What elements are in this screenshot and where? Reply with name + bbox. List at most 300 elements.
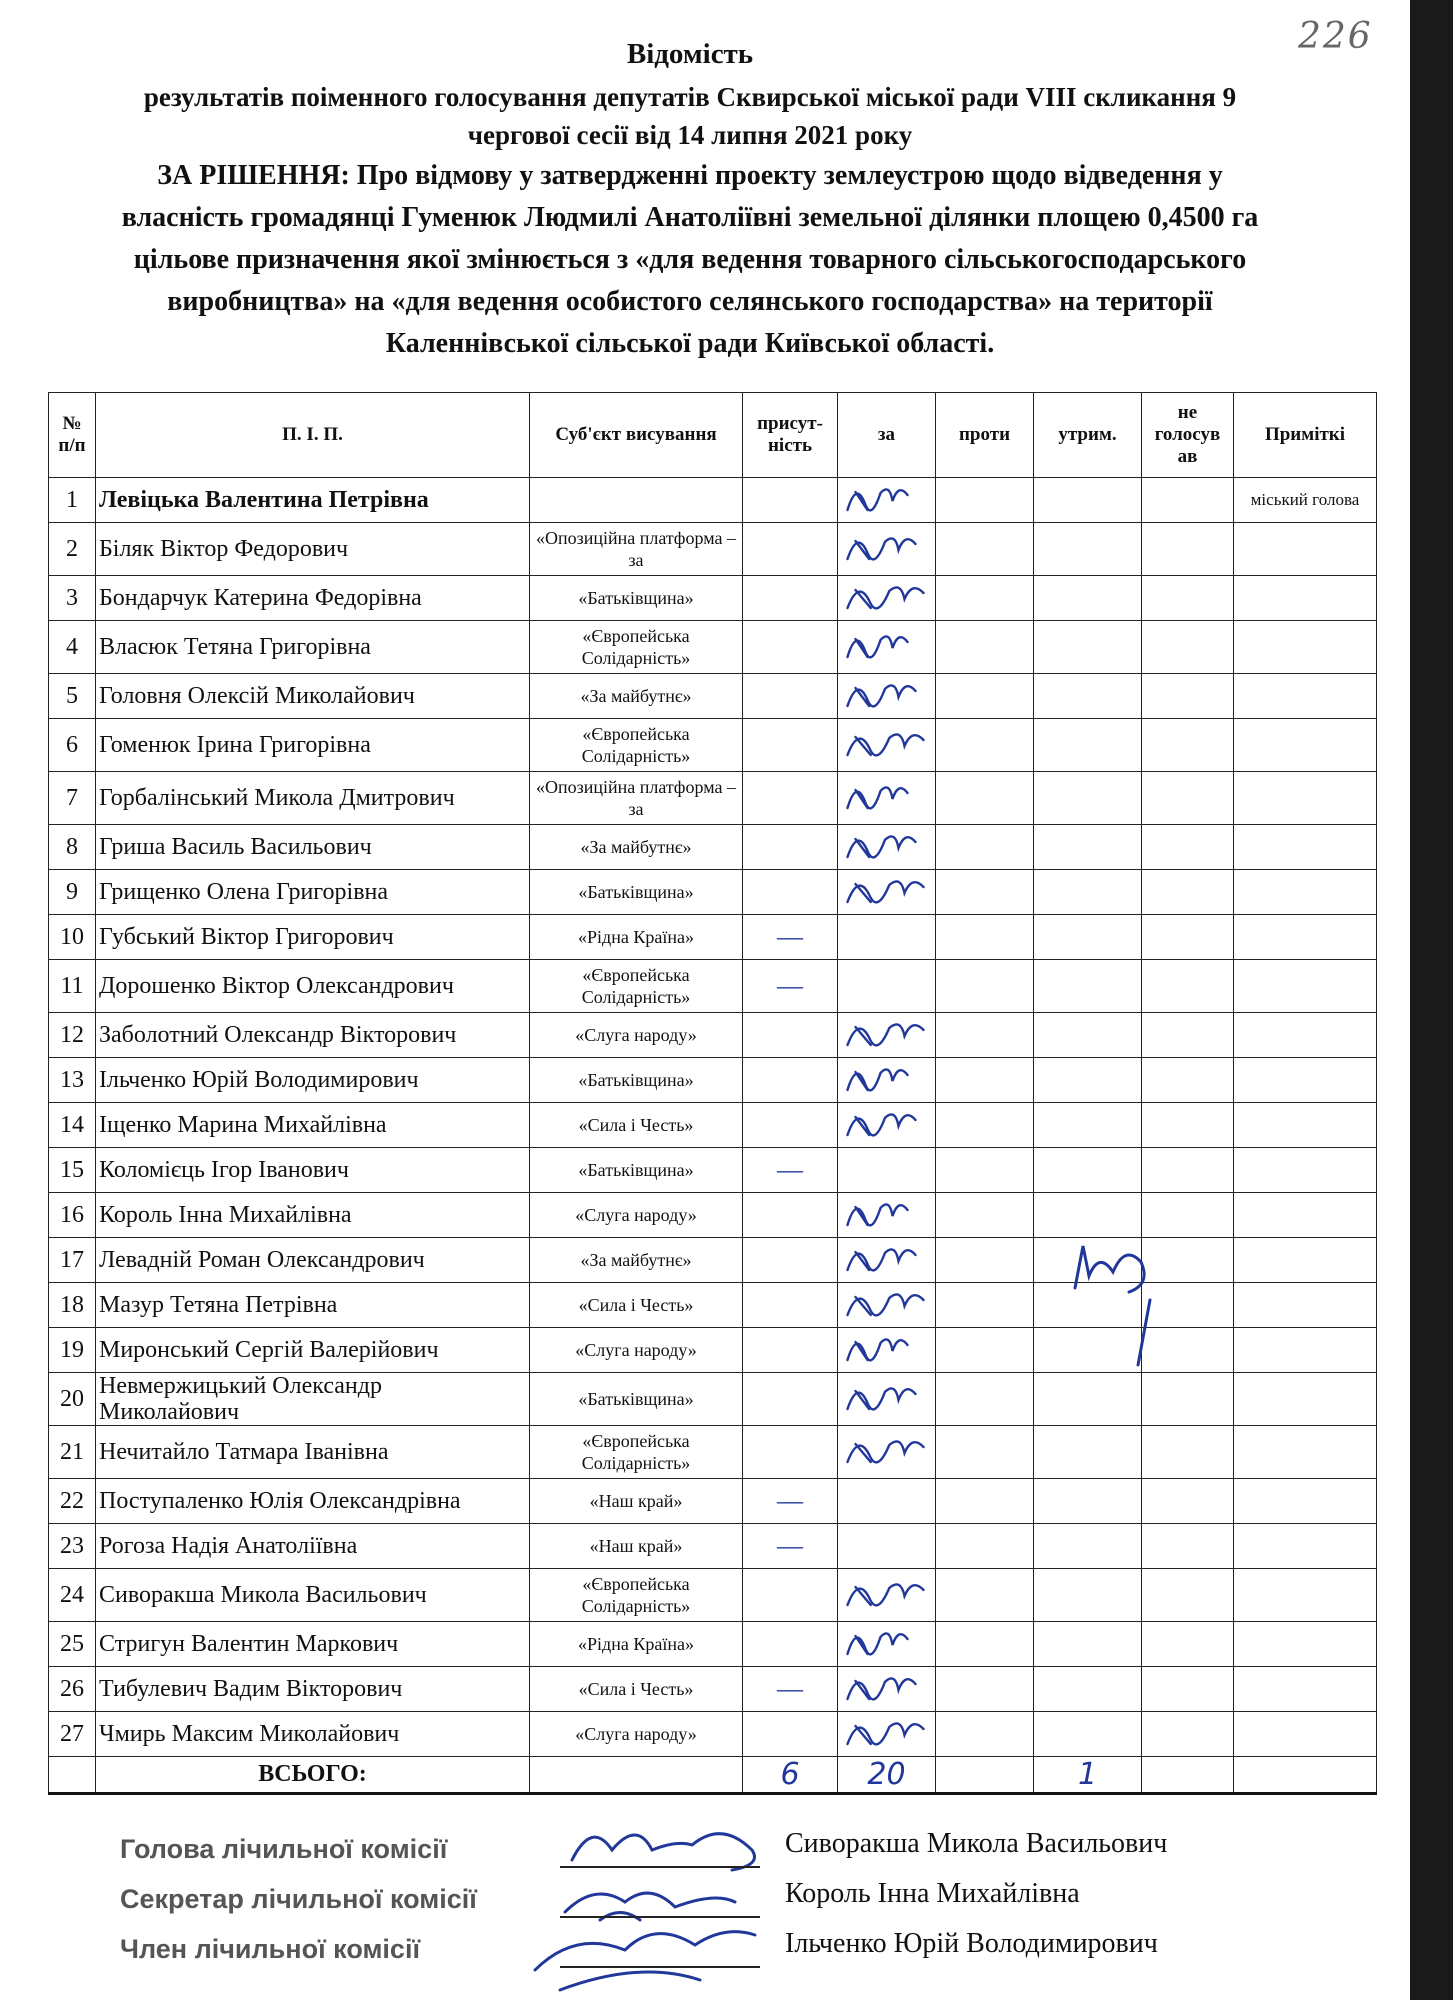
header-against: проти (936, 393, 1034, 478)
row-number: 24 (49, 1569, 96, 1622)
nominating-party: «Опозиційна платформа – за (530, 523, 743, 576)
deputy-name: Горбалінський Микола Дмитрович (96, 772, 530, 825)
not-voted-cell (1142, 1148, 1234, 1193)
not-voted-cell (1142, 1013, 1234, 1058)
nominating-party: «Рідна Країна» (530, 1622, 743, 1667)
vote-for-cell (838, 621, 936, 674)
note-cell (1234, 1328, 1377, 1373)
nominating-party: «Сила і Честь» (530, 1283, 743, 1328)
counting-commission (120, 1828, 1380, 1978)
not-voted-cell (1142, 915, 1234, 960)
vote-abstain-cell (1034, 1373, 1142, 1426)
vote-abstain-cell (1034, 1569, 1142, 1622)
vote-for-cell (838, 1622, 936, 1667)
row-number: 27 (49, 1712, 96, 1757)
header-fio: П. І. П. (96, 393, 530, 478)
not-voted-cell (1142, 1238, 1234, 1283)
nominating-party: «Європейська Солідарність» (530, 960, 743, 1013)
vote-against-cell (936, 674, 1034, 719)
nominating-party (530, 478, 743, 523)
vote-against-cell (936, 1013, 1034, 1058)
vote-for-cell (838, 523, 936, 576)
presence-cell (743, 1013, 838, 1058)
vote-for-cell (838, 674, 936, 719)
vote-abstain-cell (1034, 1193, 1142, 1238)
note-cell (1234, 772, 1377, 825)
nominating-party: «Батьківщина» (530, 1148, 743, 1193)
table-row (49, 478, 1377, 523)
deputy-name: Стригун Валентин Маркович (96, 1622, 530, 1667)
row-number: 17 (49, 1238, 96, 1283)
deputy-name: Губський Віктор Григорович (96, 915, 530, 960)
table-row (49, 1569, 1377, 1622)
not-voted-cell (1142, 1426, 1234, 1479)
presence-cell (743, 1373, 838, 1426)
vote-abstain-cell (1034, 1426, 1142, 1479)
not-voted-cell (1142, 621, 1234, 674)
row-number: 15 (49, 1148, 96, 1193)
note-cell (1234, 870, 1377, 915)
deputy-name: Чмирь Максим Миколайович (96, 1712, 530, 1757)
note-cell (1234, 1622, 1377, 1667)
not-voted-cell (1142, 719, 1234, 772)
note-cell (1234, 1103, 1377, 1148)
table-header-row (49, 393, 1377, 478)
table-row (49, 1426, 1377, 1479)
vote-for-cell (838, 1569, 936, 1622)
vote-abstain-cell (1034, 1058, 1142, 1103)
nominating-party: «Європейська Солідарність» (530, 621, 743, 674)
table-row (49, 576, 1377, 621)
vote-against-cell (936, 1328, 1034, 1373)
table-row (49, 1328, 1377, 1373)
table-row (49, 1238, 1377, 1283)
note-cell (1234, 1426, 1377, 1479)
not-voted-cell (1142, 1328, 1234, 1373)
table-row (49, 674, 1377, 719)
nominating-party: «Сила і Честь» (530, 1667, 743, 1712)
presence-cell (743, 1622, 838, 1667)
nominating-party: «Батьківщина» (530, 1058, 743, 1103)
row-number: 19 (49, 1328, 96, 1373)
table-row (49, 621, 1377, 674)
nominating-party: «За майбутнє» (530, 1238, 743, 1283)
decision-line: виробництва» на «для ведення особистого селянського господарства» на території (167, 286, 1213, 317)
table-row (49, 772, 1377, 825)
vote-abstain-cell (1034, 825, 1142, 870)
presence-cell (743, 1103, 838, 1148)
vote-abstain-cell (1034, 719, 1142, 772)
vote-abstain-cell (1034, 915, 1142, 960)
table-row (49, 1373, 1377, 1426)
deputy-name: Гоменюк Ірина Григорівна (96, 719, 530, 772)
not-voted-cell (1142, 1193, 1234, 1238)
deputy-name: Тибулевич Вадим Вікторович (96, 1667, 530, 1712)
subtitle-line: чергової сесії від 14 липня 2021 року (467, 120, 913, 150)
vote-against-cell (936, 523, 1034, 576)
vote-for-cell (838, 960, 936, 1013)
vote-for-cell (838, 1148, 936, 1193)
presence-cell (743, 1238, 838, 1283)
vote-against-cell (936, 915, 1034, 960)
table-row (49, 915, 1377, 960)
vote-abstain-cell (1034, 478, 1142, 523)
presence-cell (743, 825, 838, 870)
vote-for-cell (838, 1667, 936, 1712)
vote-abstain-cell (1034, 1328, 1142, 1373)
row-number: 26 (49, 1667, 96, 1712)
row-number: 22 (49, 1479, 96, 1524)
not-voted-cell (1142, 1667, 1234, 1712)
vote-abstain-cell (1034, 1622, 1142, 1667)
vote-against-cell (936, 1712, 1034, 1757)
deputy-name: Сиворакша Микола Васильович (96, 1569, 530, 1622)
deputy-name: Левадній Роман Олександрович (96, 1238, 530, 1283)
vote-abstain-cell (1034, 621, 1142, 674)
vote-against-cell (936, 1373, 1034, 1426)
vote-against-cell (936, 1058, 1034, 1103)
deputy-name: Ільченко Юрій Володимирович (96, 1058, 530, 1103)
total-abstain: 1 (1034, 1757, 1142, 1794)
header-not-voted: не голосув ав (1142, 393, 1234, 478)
table-row (49, 523, 1377, 576)
deputy-name: Левіцька Валентина Петрівна (96, 478, 530, 523)
note-cell (1234, 576, 1377, 621)
header-for: за (838, 393, 936, 478)
presence-cell (743, 1569, 838, 1622)
vote-for-cell (838, 1058, 936, 1103)
note-cell (1234, 621, 1377, 674)
presence-cell (743, 1328, 838, 1373)
commission-name: Ільченко Юрій Володимирович (785, 1928, 1158, 1959)
deputy-name: Власюк Тетяна Григорівна (96, 621, 530, 674)
note-cell (1234, 1712, 1377, 1757)
commission-name: Король Інна Михайлівна (785, 1878, 1080, 1909)
note-cell: міський голова (1234, 478, 1377, 523)
deputy-name: Дорошенко Віктор Олександрович (96, 960, 530, 1013)
nominating-party: «Слуга народу» (530, 1013, 743, 1058)
presence-cell (743, 1283, 838, 1328)
row-number: 23 (49, 1524, 96, 1569)
vote-against-cell (936, 772, 1034, 825)
commission-role: Секретар лічильної комісії (120, 1884, 477, 1914)
not-voted-cell (1142, 772, 1234, 825)
vote-against-cell (936, 576, 1034, 621)
vote-for-cell (838, 576, 936, 621)
note-cell (1234, 915, 1377, 960)
presence-cell: — (743, 960, 838, 1013)
vote-abstain-cell (1034, 960, 1142, 1013)
row-number: 5 (49, 674, 96, 719)
not-voted-cell (1142, 1058, 1234, 1103)
row-number: 14 (49, 1103, 96, 1148)
not-voted-cell (1142, 1712, 1234, 1757)
note-cell (1234, 1283, 1377, 1328)
document-subtitle (40, 78, 1340, 154)
table-row (49, 870, 1377, 915)
table-row (49, 719, 1377, 772)
nominating-party: «За майбутнє» (530, 674, 743, 719)
row-number: 6 (49, 719, 96, 772)
vote-for-cell (838, 1373, 936, 1426)
note-cell (1234, 1479, 1377, 1524)
total-for: 20 (838, 1757, 936, 1794)
vote-abstain-cell (1034, 523, 1142, 576)
commission-role: Голова лічильної комісії (120, 1834, 448, 1864)
nominating-party: «Наш край» (530, 1479, 743, 1524)
voting-table (48, 392, 1377, 1795)
vote-for-cell (838, 870, 936, 915)
table-row (49, 1283, 1377, 1328)
presence-cell (743, 1426, 838, 1479)
nominating-party: «Слуга народу» (530, 1712, 743, 1757)
vote-for-cell (838, 478, 936, 523)
presence-cell (743, 1193, 838, 1238)
note-cell (1234, 1148, 1377, 1193)
deputy-name: Біляк Віктор Федорович (96, 523, 530, 576)
scan-edge (1410, 0, 1453, 2000)
presence-cell (743, 1712, 838, 1757)
vote-for-cell (838, 772, 936, 825)
vote-for-cell (838, 1103, 936, 1148)
vote-for-cell (838, 1524, 936, 1569)
note-cell (1234, 825, 1377, 870)
vote-against-cell (936, 1103, 1034, 1148)
note-cell (1234, 1238, 1377, 1283)
row-number: 20 (49, 1373, 96, 1426)
not-voted-cell (1142, 1373, 1234, 1426)
not-voted-cell (1142, 1524, 1234, 1569)
table-row (49, 1193, 1377, 1238)
nominating-party: «Опозиційна платформа – за (530, 772, 743, 825)
not-voted-cell (1142, 523, 1234, 576)
document-title: Відомість (626, 38, 754, 70)
vote-abstain-cell (1034, 1103, 1142, 1148)
decision-line: цільове призначення якої змінюється з «для ведення товарного сільськогосподарського (133, 244, 1247, 275)
nominating-party: «Слуга народу» (530, 1193, 743, 1238)
nominating-party: «Батьківщина» (530, 576, 743, 621)
vote-abstain-cell (1034, 1712, 1142, 1757)
not-voted-cell (1142, 825, 1234, 870)
vote-abstain-cell (1034, 1148, 1142, 1193)
row-number: 18 (49, 1283, 96, 1328)
table-row (49, 1013, 1377, 1058)
deputy-name: Грищенко Олена Григорівна (96, 870, 530, 915)
header-num: № п/п (49, 393, 96, 478)
deputy-name: Заболотний Олександр Вікторович (96, 1013, 530, 1058)
commission-role: Член лічильної комісії (120, 1934, 421, 1964)
vote-abstain-cell (1034, 576, 1142, 621)
row-number: 7 (49, 772, 96, 825)
note-cell (1234, 960, 1377, 1013)
vote-for-cell (838, 1013, 936, 1058)
total-presence: 6 (743, 1757, 838, 1794)
note-cell (1234, 719, 1377, 772)
table-row (49, 825, 1377, 870)
row-number: 9 (49, 870, 96, 915)
presence-cell (743, 870, 838, 915)
table-row (49, 1148, 1377, 1193)
vote-abstain-cell (1034, 1524, 1142, 1569)
decision-line: ЗА РІШЕННЯ: Про відмову у затвердженні проекту землеустрою щодо відведення у (157, 160, 1223, 191)
header-abstain: утрим. (1034, 393, 1142, 478)
note-cell (1234, 1013, 1377, 1058)
nominating-party: «За майбутнє» (530, 825, 743, 870)
deputy-name: Нечитайло Татмара Іванівна (96, 1426, 530, 1479)
row-number: 13 (49, 1058, 96, 1103)
vote-abstain-cell (1034, 1013, 1142, 1058)
commission-member (120, 1878, 1380, 1928)
signature-line (560, 1966, 760, 1968)
vote-abstain-cell (1034, 1479, 1142, 1524)
header-presence: присут-ність (743, 393, 838, 478)
deputy-name: Гриша Василь Васильович (96, 825, 530, 870)
presence-cell (743, 523, 838, 576)
table-row (49, 1524, 1377, 1569)
subtitle-line: результатів поіменного голосування депутатів Сквирської міської ради VIII скликання 9 (143, 82, 1237, 112)
deputy-name: Головня Олексій Миколайович (96, 674, 530, 719)
vote-against-cell (936, 1524, 1034, 1569)
row-number: 25 (49, 1622, 96, 1667)
vote-abstain-cell (1034, 1238, 1142, 1283)
deputy-name: Бондарчук Катерина Федорівна (96, 576, 530, 621)
deputy-name: Невмержицький Олександр Миколайович (96, 1373, 530, 1426)
nominating-party: «Батьківщина» (530, 870, 743, 915)
decision-line: власність громадянці Гуменюк Людмилі Анатоліївні земельної ділянки площею 0,4500 га (121, 202, 1259, 233)
vote-abstain-cell (1034, 772, 1142, 825)
table-row (49, 1622, 1377, 1667)
presence-cell: — (743, 1479, 838, 1524)
signature-line (560, 1866, 760, 1868)
nominating-party: «Батьківщина» (530, 1373, 743, 1426)
vote-for-cell (838, 1712, 936, 1757)
deputy-name: Миронський Сергій Валерійович (96, 1328, 530, 1373)
note-cell (1234, 1373, 1377, 1426)
nominating-party: «Сила і Честь» (530, 1103, 743, 1148)
deputy-name: Король Інна Михайлівна (96, 1193, 530, 1238)
row-number: 21 (49, 1426, 96, 1479)
header-note: Приміткі (1234, 393, 1377, 478)
presence-cell: — (743, 1667, 838, 1712)
vote-against-cell (936, 1426, 1034, 1479)
vote-against-cell (936, 1622, 1034, 1667)
decision-line: Каленнівської сільської ради Київської області. (385, 328, 995, 359)
vote-for-cell (838, 1328, 936, 1373)
vote-against-cell (936, 1667, 1034, 1712)
table-row (49, 1058, 1377, 1103)
nominating-party: «Європейська Солідарність» (530, 1426, 743, 1479)
not-voted-cell (1142, 576, 1234, 621)
not-voted-cell (1142, 870, 1234, 915)
presence-cell (743, 576, 838, 621)
vote-against-cell (936, 1148, 1034, 1193)
deputy-name: Іщенко Марина Михайлівна (96, 1103, 530, 1148)
note-cell (1234, 523, 1377, 576)
not-voted-cell (1142, 674, 1234, 719)
table-row (49, 1103, 1377, 1148)
row-number: 11 (49, 960, 96, 1013)
presence-cell (743, 772, 838, 825)
vote-for-cell (838, 1426, 936, 1479)
vote-against-cell (936, 1193, 1034, 1238)
vote-against-cell (936, 1569, 1034, 1622)
vote-for-cell (838, 1238, 936, 1283)
presence-cell (743, 478, 838, 523)
row-number: 4 (49, 621, 96, 674)
note-cell (1234, 1058, 1377, 1103)
nominating-party: «Європейська Солідарність» (530, 1569, 743, 1622)
row-number: 2 (49, 523, 96, 576)
total-row (49, 1757, 1377, 1794)
not-voted-cell (1142, 1479, 1234, 1524)
commission-name: Сиворакша Микола Васильович (785, 1828, 1168, 1859)
nominating-party: «Слуга народу» (530, 1328, 743, 1373)
presence-cell: — (743, 1524, 838, 1569)
note-cell (1234, 674, 1377, 719)
note-cell (1234, 1193, 1377, 1238)
not-voted-cell (1142, 1103, 1234, 1148)
vote-abstain-cell (1034, 674, 1142, 719)
presence-cell: — (743, 1148, 838, 1193)
table-row (49, 1712, 1377, 1757)
vote-for-cell (838, 1479, 936, 1524)
note-cell (1234, 1667, 1377, 1712)
vote-abstain-cell (1034, 1283, 1142, 1328)
presence-cell (743, 719, 838, 772)
presence-cell (743, 1058, 838, 1103)
deputy-name: Коломієць Ігор Іванович (96, 1148, 530, 1193)
vote-for-cell (838, 915, 936, 960)
header-party: Суб'єкт висування (530, 393, 743, 478)
table-row (49, 1667, 1377, 1712)
not-voted-cell (1142, 1569, 1234, 1622)
table-row (49, 960, 1377, 1013)
total-label: ВСЬОГО: (96, 1757, 530, 1794)
page-number: 226 (1298, 16, 1373, 57)
vote-against-cell (936, 1238, 1034, 1283)
decision-text (40, 155, 1340, 365)
vote-for-cell (838, 825, 936, 870)
deputy-name: Рогоза Надія Анатоліївна (96, 1524, 530, 1569)
vote-against-cell (936, 621, 1034, 674)
vote-against-cell (936, 478, 1034, 523)
not-voted-cell (1142, 1622, 1234, 1667)
row-number: 12 (49, 1013, 96, 1058)
vote-against-cell (936, 960, 1034, 1013)
presence-cell: — (743, 915, 838, 960)
nominating-party: «Рідна Країна» (530, 915, 743, 960)
commission-member (120, 1928, 1380, 1978)
vote-for-cell (838, 1283, 936, 1328)
row-number: 8 (49, 825, 96, 870)
nominating-party: «Наш край» (530, 1524, 743, 1569)
not-voted-cell (1142, 960, 1234, 1013)
vote-against-cell (936, 1479, 1034, 1524)
not-voted-cell (1142, 478, 1234, 523)
vote-against-cell (936, 825, 1034, 870)
row-number: 1 (49, 478, 96, 523)
vote-against-cell (936, 1283, 1034, 1328)
presence-cell (743, 621, 838, 674)
row-number: 10 (49, 915, 96, 960)
vote-against-cell (936, 870, 1034, 915)
presence-cell (743, 674, 838, 719)
not-voted-cell (1142, 1283, 1234, 1328)
vote-for-cell (838, 719, 936, 772)
nominating-party: «Європейська Солідарність» (530, 719, 743, 772)
row-number: 3 (49, 576, 96, 621)
vote-against-cell (936, 719, 1034, 772)
